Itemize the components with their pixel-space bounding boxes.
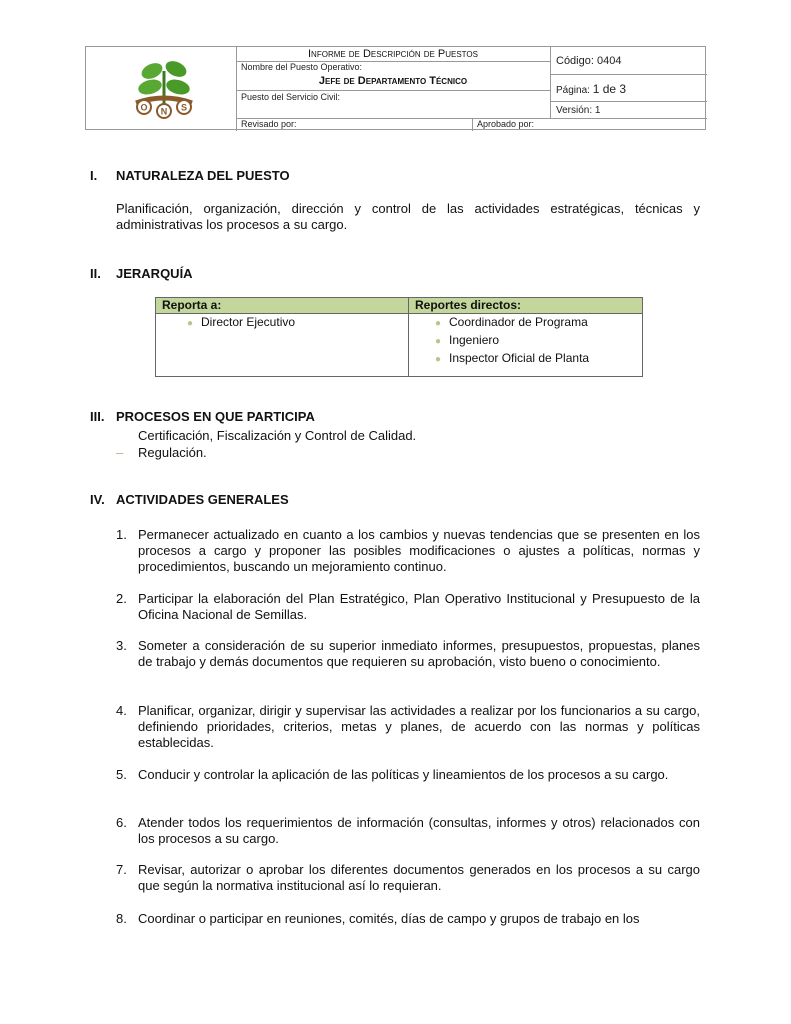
activity-text: Atender todos los requerimientos de información (consultas, informes y otros) relacionados con los procesos a su cargo.	[138, 815, 700, 846]
bullet-icon: ●	[435, 336, 442, 347]
pagina-value: 1 de 3	[592, 82, 627, 96]
reporte-item: Coordinador de Programa	[449, 315, 588, 329]
document-header	[85, 46, 706, 130]
reporte-item: Inspector Oficial de Planta	[449, 351, 590, 365]
activity-text: Permanecer actualizado en cuanto a los cambios y nuevas tendencias que se presenten en los procesos a cargo y proponer las posibles modificaciones o ajustes a políticas, normas y procedimientos, buscando un mejoramiento continuo.	[138, 527, 700, 574]
logo-letter-o: O	[140, 102, 148, 113]
activity-number: 8.	[116, 911, 127, 926]
nombre-value: Jefe de Departamento Técnico	[318, 75, 468, 87]
section-2-number: II.	[90, 266, 101, 281]
activity-number: 1.	[116, 527, 127, 542]
activity-text: Someter a consideración de su superior inmediato informes, presupuestos, propuestas, planes de trabajo y demás documentos que requieren su aprobación, visto bueno o conocimiento.	[138, 638, 700, 669]
jerarquia-table	[155, 297, 643, 377]
bullet-icon: ●	[187, 318, 194, 329]
logo-letter-n: N	[160, 106, 168, 117]
list-item	[415, 314, 636, 332]
list-item	[415, 332, 636, 350]
pagina-label: Página:	[556, 85, 590, 96]
proceso-item: Certificación, Fiscalización y Control de Calidad.	[138, 428, 417, 443]
activity-text: Participar la elaboración del Plan Estratégico, Plan Operativo Institucional y Presupuesto de la Oficina Nacional de Semillas.	[138, 591, 700, 622]
activity-number: 5.	[116, 767, 127, 782]
list-item	[415, 350, 636, 368]
reporta-cell	[156, 314, 409, 377]
header-title: Informe de Descripción de Puestos	[308, 48, 478, 60]
reporta-header: Reporta a:	[156, 298, 409, 314]
section-3-number: III.	[90, 409, 105, 424]
aprobado-label: Aprobado por:	[477, 119, 535, 129]
activity-number: 6.	[116, 815, 127, 830]
version: Versión: 1	[556, 105, 601, 116]
bullet-icon: ●	[435, 318, 442, 329]
activity-number: 3.	[116, 638, 127, 653]
reporte-item: Ingeniero	[449, 333, 500, 347]
reporta-item: Director Ejecutivo	[201, 315, 296, 329]
section-4-title: ACTIVIDADES GENERALES	[116, 492, 289, 507]
list-item	[162, 314, 402, 332]
servicio-label: Puesto del Servicio Civil:	[241, 92, 341, 102]
ons-logo	[124, 57, 204, 121]
proceso-item: Regulación.	[138, 445, 207, 460]
logo-letter-s: S	[180, 102, 188, 113]
activity-number: 4.	[116, 703, 127, 718]
activity-text: Planificar, organizar, dirigir y supervisar las actividades a realizar por los funcionarios a su cargo, definiendo prioridades, criterios, metas y planes, de acuerdo con las normas y políticas establecidas.	[138, 703, 700, 750]
activity-text: Revisar, autorizar o aprobar los diferentes documentos generados en los procesos a su cargo que según la normativa institucional así lo requieran.	[138, 862, 700, 893]
activity-number: 7.	[116, 862, 127, 877]
section-3-title: PROCESOS EN QUE PARTICIPA	[116, 409, 315, 424]
section-2-title: JERARQUÍA	[116, 266, 193, 281]
codigo: Código: 0404	[556, 55, 622, 67]
section-1-text: Planificación, organización, dirección y control de las actividades estratégicas, técnicas y administrativas los procesos a su cargo.	[116, 201, 700, 232]
pagina	[556, 82, 626, 96]
section-1-title: NATURALEZA DEL PUESTO	[116, 168, 290, 183]
activity-text: Coordinar o participar en reuniones, comités, días de campo y grupos de trabajo en los	[138, 911, 640, 926]
revisado-label: Revisado por:	[241, 119, 297, 129]
reportes-directos-header: Reportes directos:	[409, 298, 643, 314]
dash-icon: –	[116, 445, 124, 460]
activity-number: 2.	[116, 591, 127, 606]
bullet-icon: ●	[435, 354, 442, 365]
section-4-number: IV.	[90, 492, 105, 507]
section-1-number: I.	[90, 168, 98, 183]
reportes-cell	[409, 314, 643, 377]
nombre-label: Nombre del Puesto Operativo:	[241, 62, 363, 72]
activity-text: Conducir y controlar la aplicación de las políticas y lineamientos de los procesos a su cargo.	[138, 767, 669, 782]
